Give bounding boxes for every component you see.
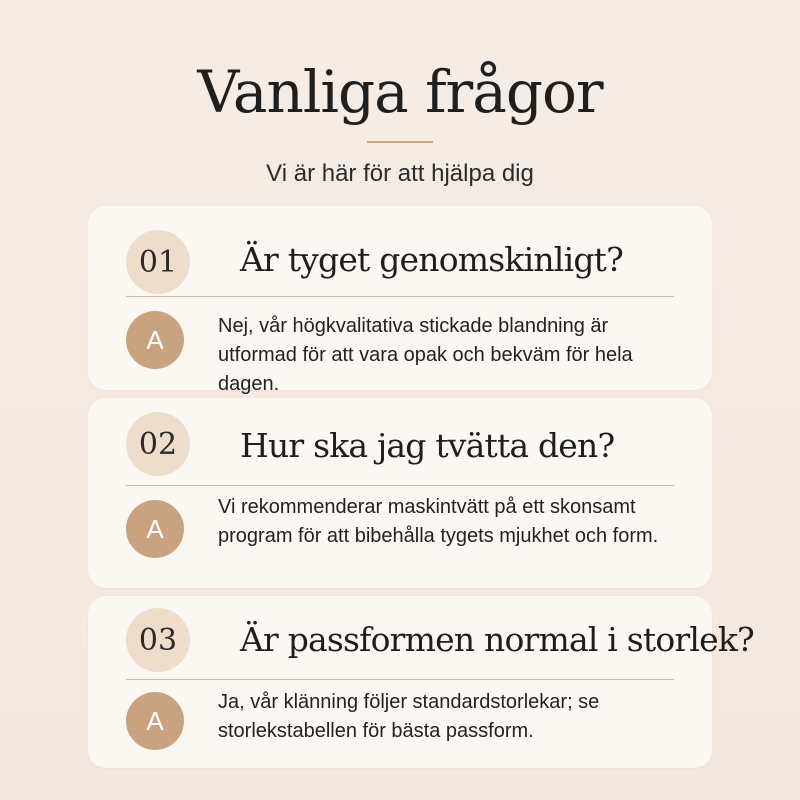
faq-question: Hur ska jag tvätta den? <box>240 426 615 465</box>
faq-answer: Nej, vår högkvalitativa stickade blandning är utformad för att vara opak och bekväm för hela dagen. <box>218 315 633 395</box>
faq-answer: Ja, vår klänning följer standardstorlekar; se storlekstabellen för bästa passform. <box>218 691 600 742</box>
faq-divider <box>126 296 674 297</box>
faq-divider <box>126 485 674 486</box>
answer-badge: A <box>126 692 184 750</box>
faq-item-2[interactable] <box>88 398 712 588</box>
faq-number-badge: 02 <box>126 412 190 476</box>
page-subtitle: Vi är här för att hjälpa dig <box>266 160 534 187</box>
faq-number-badge: 03 <box>126 608 190 672</box>
answer-badge: A <box>126 500 184 558</box>
faq-question: Är tyget genomskinligt? <box>240 240 623 279</box>
faq-answer: Vi rekommenderar maskintvätt på ett skonsamt program för att bibehålla tygets mjukhet och form. <box>218 496 659 547</box>
faq-question: Är passformen normal i storlek? <box>240 620 754 659</box>
faq-number-badge: 01 <box>126 230 190 294</box>
title-divider <box>367 141 433 143</box>
answer-badge: A <box>126 311 184 369</box>
page-title: Vanliga frågor <box>197 58 603 126</box>
faq-item-1[interactable] <box>88 206 712 395</box>
faq-item-3[interactable] <box>88 596 754 768</box>
faq-divider <box>126 679 674 680</box>
